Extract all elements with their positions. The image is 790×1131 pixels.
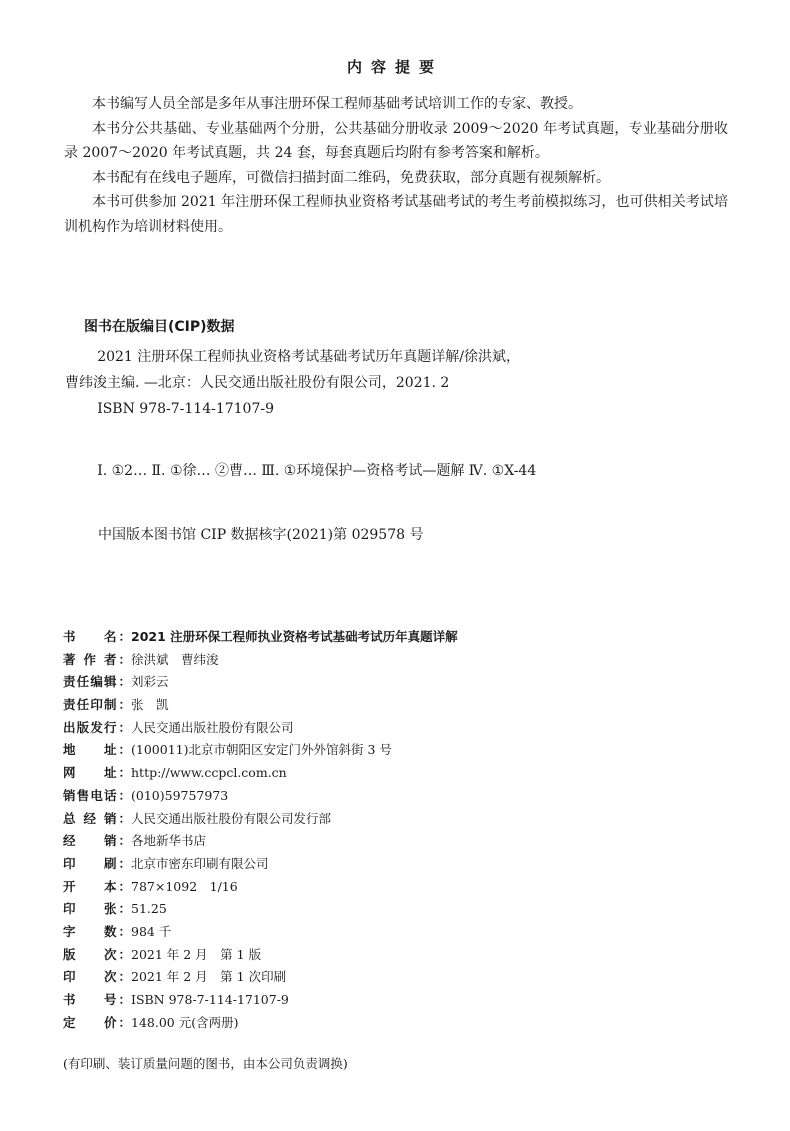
info-row [63,876,743,899]
info-label-colon: ： [118,787,131,803]
info-row [63,808,743,831]
info-row [63,785,743,808]
cip-classification: Ⅰ. ①2… Ⅱ. ①徐… ②曹… Ⅲ. ①环境保护—资格考试—题解 Ⅳ. ①X-44 [97,463,537,479]
info-label-colon: ： [118,969,131,985]
info-label [63,944,131,967]
info-value: (010)59757973 [131,787,229,803]
info-label [63,898,131,921]
info-label-text: 出 版 发 行 [63,719,117,735]
info-label [63,739,131,762]
info-label [63,694,131,717]
info-label-text: 网 址 [63,765,117,781]
info-value: 51.25 [131,901,167,917]
info-label-colon: ： [118,810,131,826]
info-label-colon: ： [118,697,131,713]
info-label-text: 字 数 [63,923,117,939]
info-value: 各地新华书店 [131,833,207,849]
info-label-text: 印 次 [63,969,117,985]
info-label-text: 印 刷 [63,855,117,871]
info-label [63,785,131,808]
info-label-colon: ： [118,901,131,917]
info-value: 张 凯 [131,697,169,713]
info-label [63,626,131,649]
info-value: 2021 年 2 月 第 1 次印刷 [131,969,287,985]
summary-body [64,92,728,240]
info-label-colon: ： [118,1014,131,1030]
summary-paragraph: 本书可供参加 2021 年注册环保工程师执业资格考试基础考试的考生考前模拟练习，也可供相关考试培训机构作为培训材料使用。 [64,194,728,235]
info-label-text: 定 价 [63,1014,117,1030]
info-value: 人民交通出版社股份有限公司发行部 [131,810,332,826]
info-label [63,1012,131,1035]
cip-heading: 图书在版编目(CIP)数据 [84,319,235,335]
info-label-colon: ： [118,992,131,1007]
info-label-colon: ： [118,719,131,735]
info-label [63,966,131,989]
info-value: 2021 年 2 月 第 1 版 [131,946,262,962]
info-label [63,989,131,1012]
summary-paragraph: 本书编写人员全部是多年从事注册环保工程师基础考试培训工作的专家、教授。 [92,96,582,112]
info-value: 2021 注册环保工程师执业资格考试基础考试历年真题详解 [131,629,458,644]
info-label-text: 销 售 电 话 [63,787,117,803]
info-label-text: 责 任 印 制 [63,697,117,713]
info-value: ISBN 978-7-114-17107-9 [131,992,289,1007]
info-row [63,853,743,876]
info-value: 148.00 元(含两册) [131,1014,239,1030]
info-label-text: 总 经 销 [63,810,117,826]
info-label-colon: ： [118,651,131,667]
info-row [63,944,743,967]
info-row [63,989,743,1012]
info-row [63,739,743,762]
summary-paragraph: 本书分公共基础、专业基础两个分册，公共基础分册收录 2009～2020 年考试真题，专业基础分册收录 2007～2020 年考试真题，共 24 套，每套真题后均附有参考答案和解析。 [64,120,728,162]
info-row [63,717,743,740]
info-label [63,762,131,785]
cip-description-block [65,344,525,422]
info-label [63,876,131,899]
info-label-colon: ： [118,674,131,690]
info-label-colon: ： [118,833,131,849]
info-label-colon: ： [118,742,131,758]
info-label [63,853,131,876]
info-label-text: 书 号 [63,992,117,1007]
info-row [63,671,743,694]
info-label-text: 著 作 者 [63,651,117,667]
info-value: 徐洪斌 曹纬浚 [131,651,219,667]
info-label-colon: ： [118,765,131,781]
info-row [63,626,743,649]
info-row [63,1012,743,1035]
info-label-colon: ： [118,878,131,894]
cip-record-number: 中国版本图书馆 CIP 数据核字(2021)第 029578 号 [98,527,424,543]
summary-paragraph: 本书配有在线电子题库，可微信扫描封面二维码，免费获取，部分真题有视频解析。 [92,169,610,186]
info-label-text: 版 次 [63,946,117,962]
info-row [63,762,743,785]
info-label-text: 责 任 编 辑 [63,674,117,690]
info-label [63,671,131,694]
info-label-colon: ： [118,946,131,962]
info-label [63,717,131,740]
info-row [63,649,743,672]
info-label-colon: ： [118,629,131,644]
info-row [63,921,743,944]
info-value: 刘彩云 [131,674,169,690]
info-row [63,694,743,717]
info-value: 984 千 [131,923,172,939]
info-label [63,649,131,672]
info-label-text: 地 址 [63,742,117,758]
info-label-text: 书 名 [63,629,117,644]
info-label-colon: ： [118,855,131,871]
info-row [63,898,743,921]
info-value: http://www.ccpcl.com.cn [131,765,287,781]
quality-note: (有印刷、装订质量问题的图书，由本公司负责调换) [63,1056,348,1071]
cip-classification-block [65,458,545,484]
info-value: 北京市密东印刷有限公司 [131,855,269,871]
summary-title: 内容提要 [346,58,443,76]
info-row [63,966,743,989]
info-label-colon: ： [118,923,131,939]
info-value: 787×1092 1/16 [131,878,238,894]
cip-description: 2021 注册环保工程师执业资格考试基础考试历年真题详解/徐洪斌，曹纬浚主编. —北京：人民交通出版社股份有限公司，2021. 2 [65,349,520,391]
info-label-text: 开 本 [63,878,117,894]
info-value: 人民交通出版社股份有限公司 [131,719,294,735]
info-row [63,830,743,853]
info-label [63,808,131,831]
info-label [63,921,131,944]
info-label-text: 印 张 [63,901,117,917]
cip-isbn: ISBN 978-7-114-17107-9 [97,401,275,417]
info-label [63,830,131,853]
publication-info-table [63,626,743,1034]
info-label-text: 经 销 [63,833,117,849]
info-value: (100011)北京市朝阳区安定门外外馆斜街 3 号 [131,742,392,758]
